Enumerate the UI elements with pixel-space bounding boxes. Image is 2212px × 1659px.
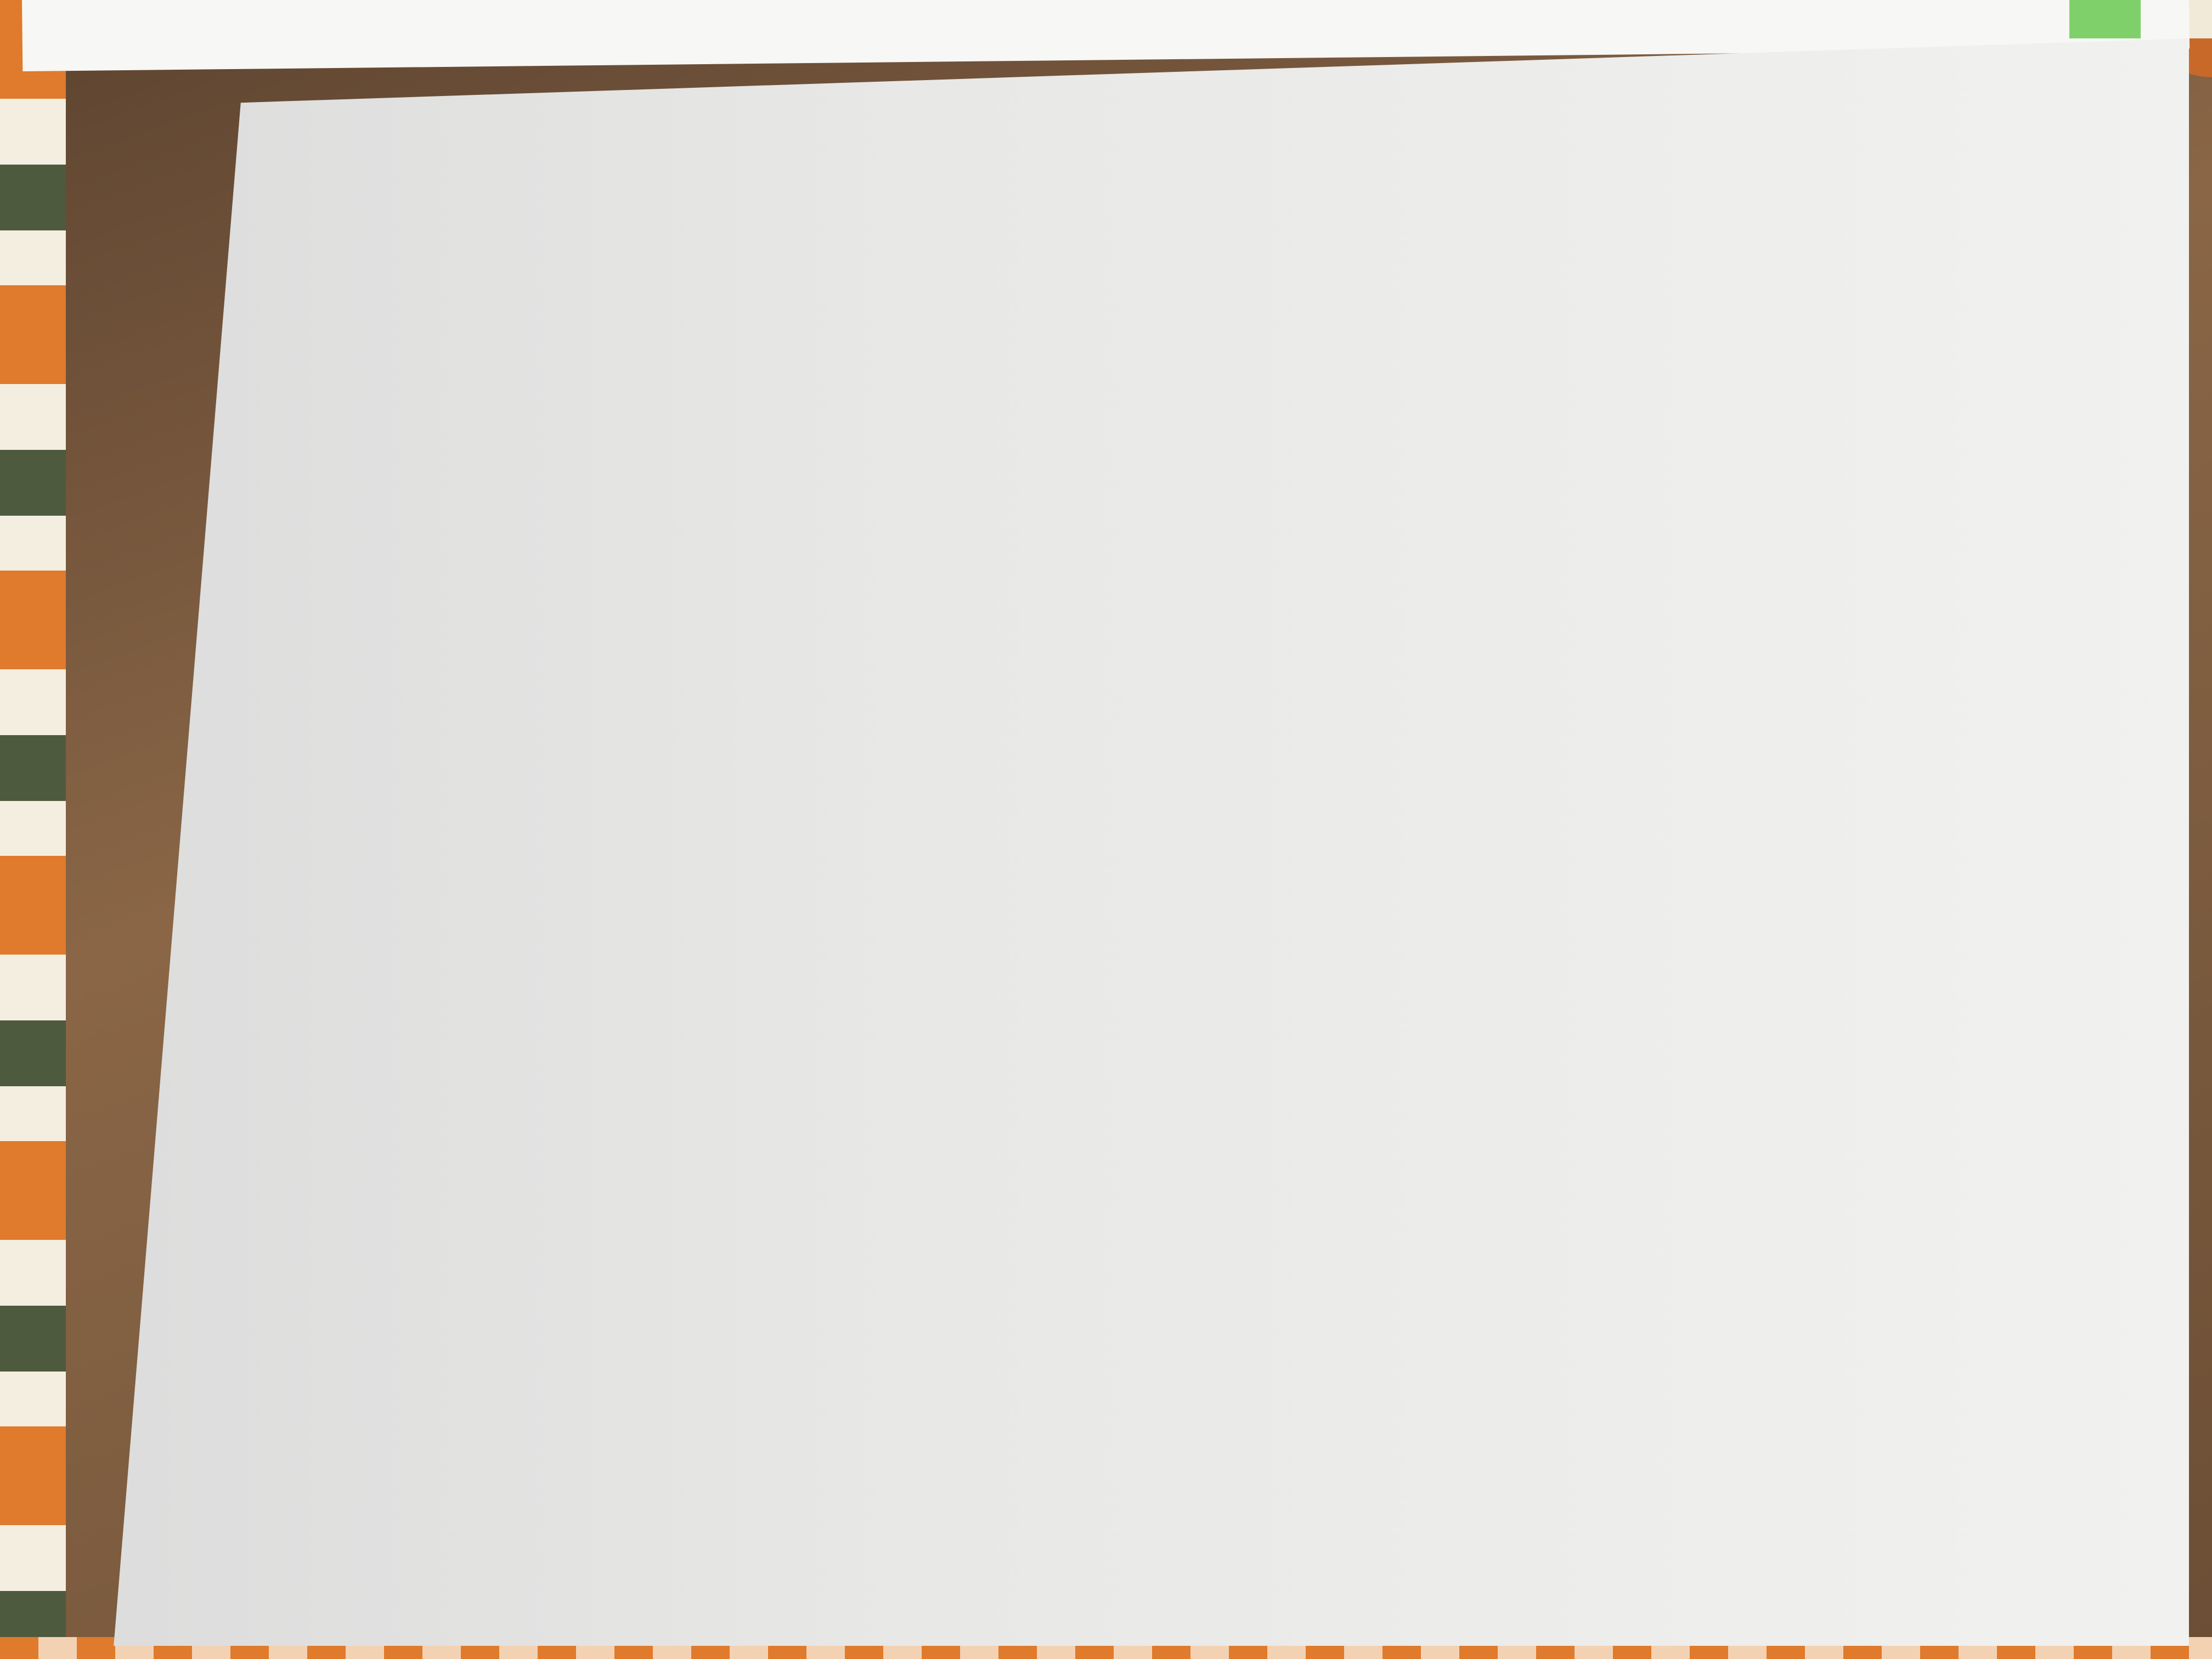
tablecloth-stripe-left [0,0,66,1659]
exercise-page [2085,0,2212,110]
paper-sheet [71,38,2189,1646]
